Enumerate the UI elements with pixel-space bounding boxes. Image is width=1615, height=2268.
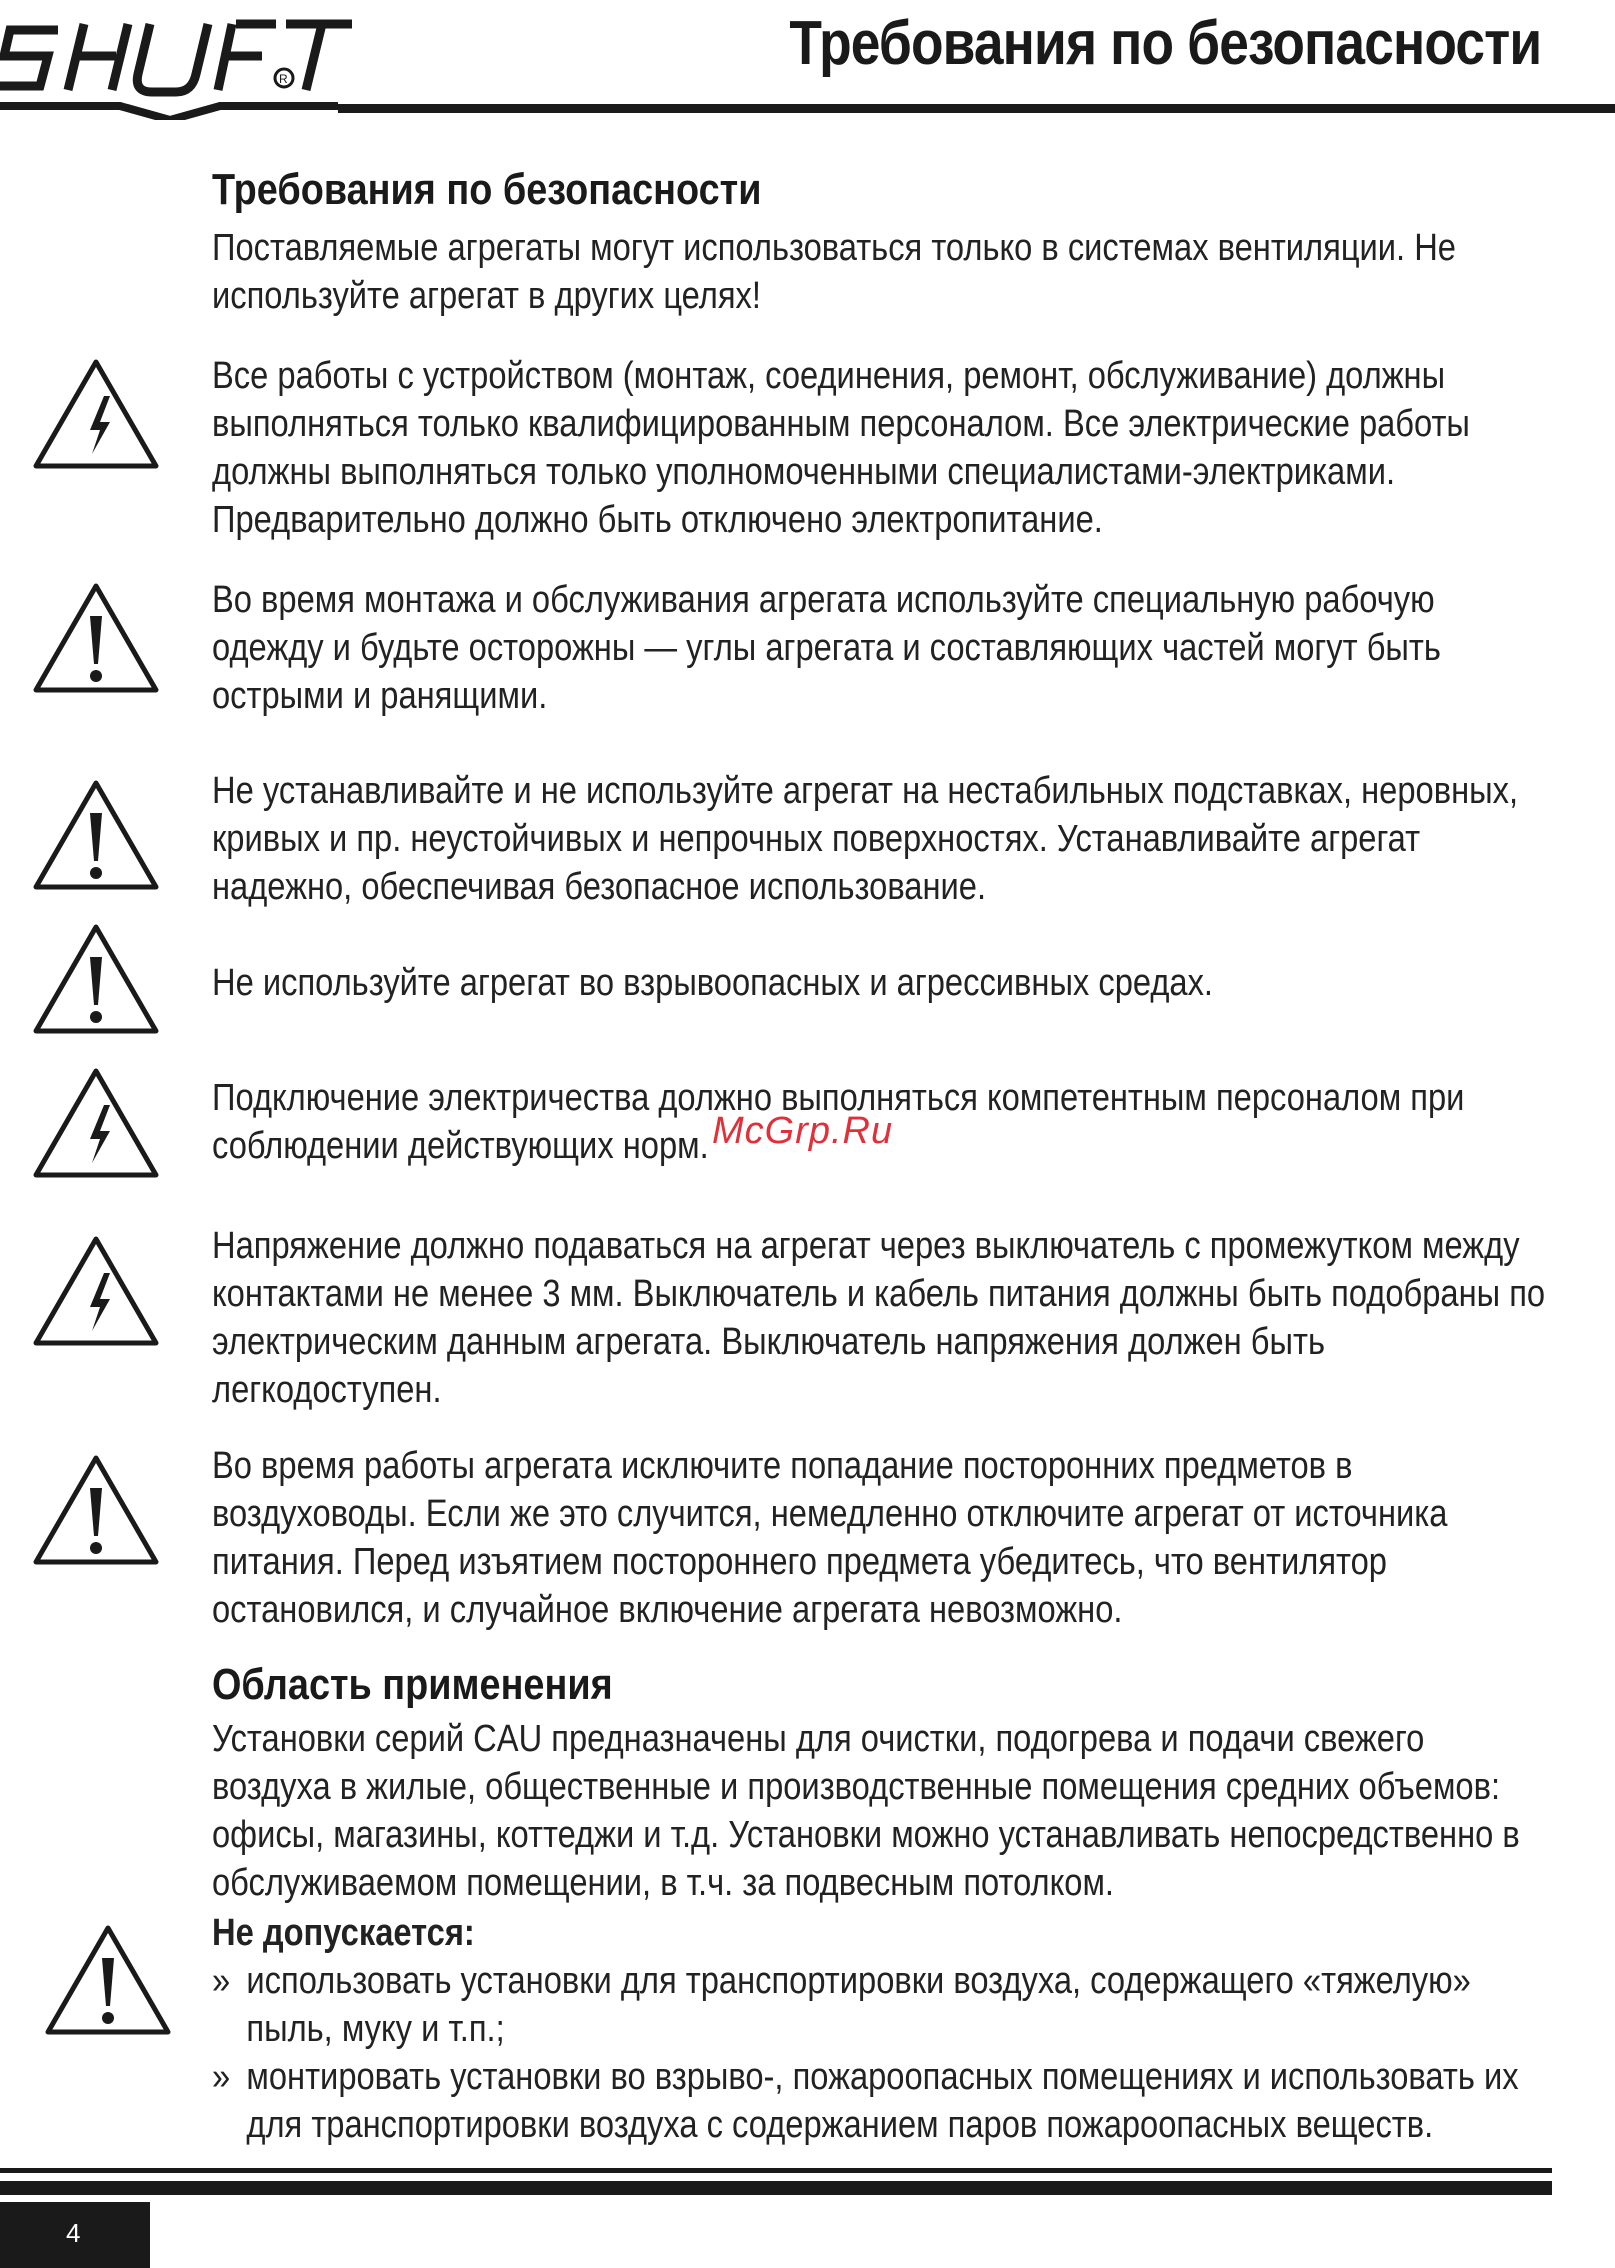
warning-text: Подключение электричества должно выполняться компетентным персоналом при соблюдении действующих норм. [212,1077,1465,1167]
list-item [212,2053,1552,2149]
application-section [212,1655,1552,2149]
electric-hazard-icon [30,1065,162,1181]
electric-hazard-icon [30,356,162,472]
list-item-text: использовать установки для транспортировки воздуха, содержащего «тяжелую» пыль, муку и т.п.; [246,1960,1471,2050]
brand-logo [0,16,360,120]
footer-divider [0,2168,1552,2173]
bullet-mark: » [212,2056,231,2098]
safety-heading: Требования по безопасности [212,165,762,214]
warning-text: Не устанавливайте и не используйте агрегат на нестабильных подставках, неровных, кривых и пр. неустойчивых и непрочных поверхностях. Устанавливайте агрегат надежно, обеспечивая безопасное использование. [212,770,1519,908]
warning-paragraph [212,1222,1552,1414]
safety-section [212,160,1552,320]
application-heading: Область применения [212,1660,613,1709]
caution-icon [30,1452,162,1568]
warning-text: Не используйте агрегат во взрывоопасных и агрессивных средах. [212,962,1213,1004]
list-item [212,1957,1552,2053]
caution-icon [30,777,162,893]
intro-paragraph: Поставляемые агрегаты могут использоваться только в системах вентиляции. Не используйте агрегат в других целях! [212,227,1456,317]
warning-text: Все работы с устройством (монтаж, соединения, ремонт, обслуживание) должны выполняться только квалифицированным персоналом. Все электрические работы должны выполняться только уполномоченными специалистами-электриками. Предварительно должно быть отключено электропитание. [212,355,1470,541]
warning-text: Напряжение должно подаваться на агрегат через выключатель с промежутком между контактами не менее 3 мм. Выключатель и кабель питания должны быть подобраны по электрическим данным агрегата. Выключатель напряжения должен быть легкодоступен. [212,1225,1546,1411]
watermark: McGrp.Ru [712,1110,894,1152]
caution-icon [30,580,162,696]
application-paragraph: Установки серий CAU предназначены для очистки, подогрева и подачи свежего воздуха в жилые, общественные и производственные помещения средних объемов: офисы, магазины, коттеджи и т.д. Установки можно устанавливать непосредственно в обслуживаемом помещении, в т.ч. за подвесным потолком. [212,1718,1520,1904]
warning-text: Во время работы агрегата исключите попадание посторонних предметов в воздуховоды. Если же это случится, немедленно отключите агрегат от источника питания. Перед изъятием постороннего предмета убедитесь, что вентилятор остановился, и случайное включение агрегата невозможно. [212,1445,1448,1631]
footer-divider-thick [0,2181,1552,2195]
warning-paragraph [212,576,1552,720]
list-item-text: монтировать установки во взрыво-, пожароопасных помещениях и использовать их для транспортировки воздуха с содержанием паров пожароопасных веществ. [246,2056,1519,2146]
caution-icon [30,921,162,1037]
warning-paragraph [212,1442,1552,1634]
warning-paragraph [212,352,1552,544]
page-title: Требования по безопасности [789,9,1541,78]
svg-text:R: R [279,72,288,86]
header-divider [338,104,1615,113]
electric-hazard-icon [30,1233,162,1349]
caution-icon [42,1922,174,2038]
warning-paragraph [212,959,1552,1007]
warning-text: Во время монтажа и обслуживания агрегата используйте специальную рабочую одежду и будьте осторожны — углы агрегата и составляющих частей могут быть острыми и ранящими. [212,579,1441,717]
warning-paragraph [212,767,1552,911]
page-number: 4 [66,2218,81,2248]
not-allowed-heading: Не допускается: [212,1912,475,1954]
bullet-mark: » [212,1960,231,2002]
